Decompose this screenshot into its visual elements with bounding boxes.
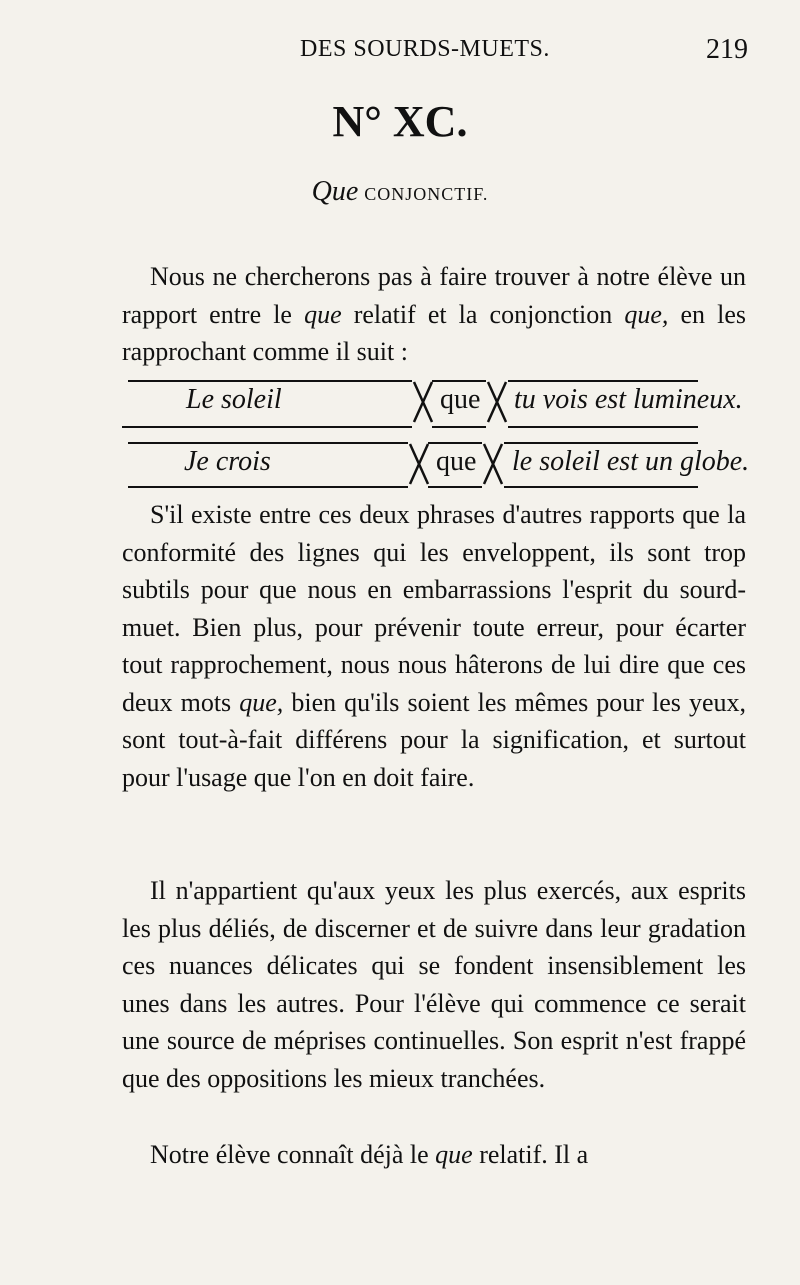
diagram-rule bbox=[122, 426, 412, 428]
diagram-rule bbox=[432, 380, 486, 382]
paragraph-4-text-b: relatif. Il a bbox=[472, 1140, 589, 1169]
paragraph-1-italic-b: que, bbox=[624, 299, 669, 329]
paragraph-2 bbox=[122, 496, 746, 796]
paragraph-3 bbox=[122, 872, 746, 1097]
diagram-2-right: le soleil est un globe. bbox=[512, 446, 750, 477]
diagram-1-right: tu vois est lumineux. bbox=[514, 384, 743, 415]
diagram-2-middle: que bbox=[436, 446, 477, 477]
subtitle-italic: Que bbox=[311, 176, 359, 207]
diagram-1-left: Le soleil bbox=[186, 384, 282, 415]
paragraph-4-text-a: Notre élève connaît déjà le bbox=[150, 1140, 436, 1169]
diagram-1 bbox=[122, 380, 743, 428]
paragraph-1-text-b: relatif et la conjonction bbox=[341, 299, 625, 329]
paragraph-1-text-c: en les rapprochant comme il suit : bbox=[122, 299, 747, 366]
diagram-rule bbox=[128, 442, 408, 444]
diagram-rule bbox=[508, 426, 698, 428]
page-header bbox=[0, 30, 800, 70]
paragraph-2-text-b: bien qu'ils soient les mêmes pour les yeux, sont tout-à-fait différens pour la signification, et surtout pour l'usage que l'on en doit faire. bbox=[122, 687, 746, 792]
section-number: N° XC. bbox=[332, 97, 468, 146]
paragraph-1-text-a: Nous ne chercherons pas à faire trouver à notre élève un rapport entre le bbox=[122, 262, 746, 329]
diagram-rule bbox=[128, 486, 408, 488]
paragraph-2-italic-a: que, bbox=[239, 687, 284, 717]
page-number: 219 bbox=[706, 34, 748, 65]
running-head: DES SOURDS-MUETS. bbox=[300, 36, 550, 62]
diagram-rule bbox=[432, 426, 486, 428]
diagram-rule bbox=[128, 380, 412, 382]
subtitle-rest: CONJONCTIF. bbox=[364, 184, 489, 204]
cross-mark-icon bbox=[482, 442, 504, 486]
paragraph-4 bbox=[122, 1136, 746, 1174]
diagram-2-left: Je crois bbox=[184, 446, 271, 477]
diagram-rule bbox=[504, 442, 698, 444]
diagram-rule bbox=[428, 442, 482, 444]
paragraph-4-italic-a: que bbox=[435, 1140, 473, 1169]
paragraph-1 bbox=[122, 258, 746, 371]
cross-mark-icon bbox=[486, 380, 508, 424]
diagram-rule bbox=[508, 380, 698, 382]
cross-mark-icon bbox=[408, 442, 430, 486]
paragraph-2-text-a: S'il existe entre ces deux phrases d'autres rapports que la conformité des lignes qui les enveloppent, ils sont trop subtils pour que nous en embarrassions l'esprit du sourd-muet. Bien plus, pour prévenir toute erreur, pour écarter tout rapprochement, nous nous hâterons de lui dire que ces deux mots bbox=[122, 500, 746, 717]
diagram-rule bbox=[428, 486, 482, 488]
diagram-2 bbox=[122, 442, 750, 490]
paragraph-1-italic-a: que bbox=[304, 299, 342, 329]
section-subtitle bbox=[0, 176, 800, 208]
diagram-1-middle: que bbox=[440, 384, 481, 415]
paragraph-3-text: Il n'appartient qu'aux yeux les plus exercés, aux esprits les plus déliés, de discerner et de suivre dans leur gradation ces nuances délicates qui se fondent insensiblement les unes dans les autres. Pour l'élève qui commence ce serait une source de méprises continuelles. Son esprit n'est frappé que des oppositions les mieux tranchées. bbox=[122, 876, 746, 1093]
cross-mark-icon bbox=[412, 380, 434, 424]
diagram-rule bbox=[504, 486, 698, 488]
